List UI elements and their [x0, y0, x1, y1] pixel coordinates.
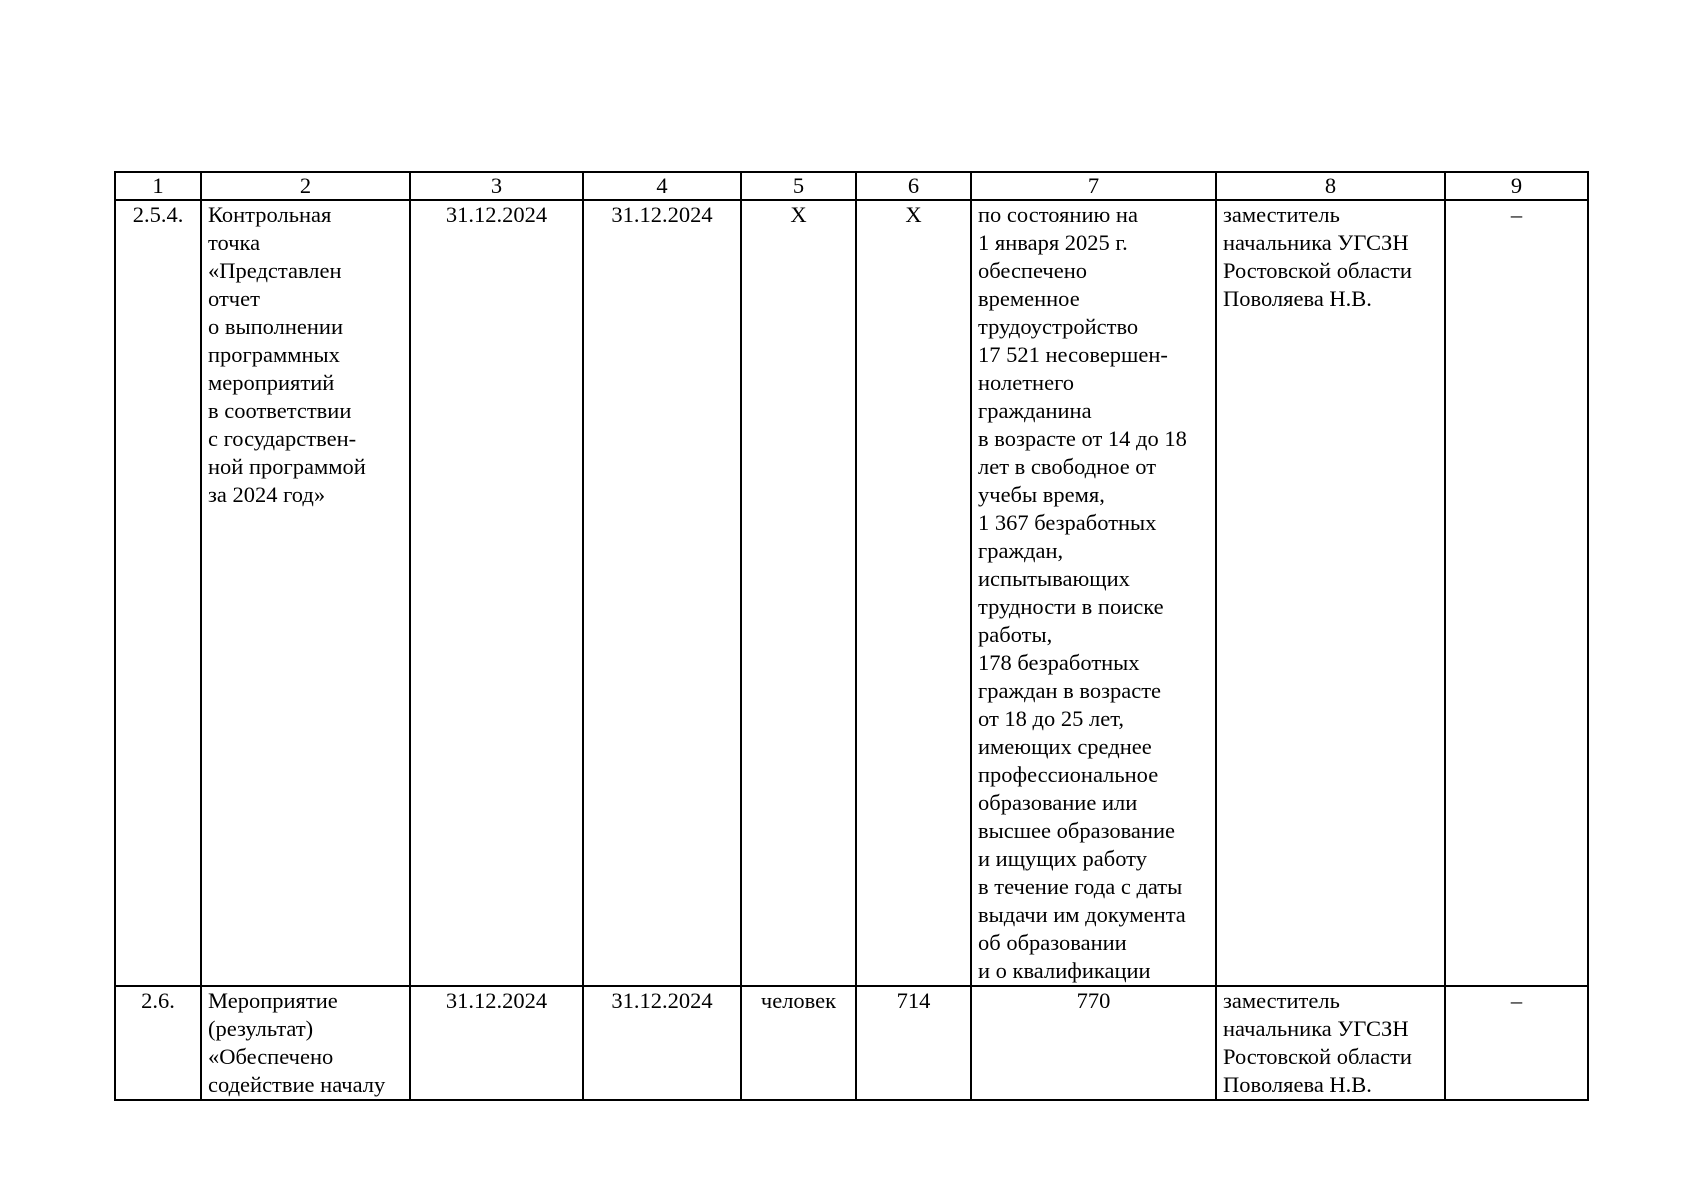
- row-number: 2.6.: [115, 986, 201, 1100]
- column-header: 7: [971, 172, 1216, 200]
- row-unit: человек: [741, 986, 856, 1100]
- row-name: Мероприятие (результат) «Обеспечено содействие началу: [201, 986, 410, 1100]
- row-base-value: 714: [856, 986, 971, 1100]
- column-header: 4: [583, 172, 741, 200]
- row-result: 770: [971, 986, 1216, 1100]
- column-header: 9: [1445, 172, 1588, 200]
- row-note: –: [1445, 200, 1588, 986]
- column-header: 2: [201, 172, 410, 200]
- row-unit: X: [741, 200, 856, 986]
- row-responsible: заместитель начальника УГСЗН Ростовской области Поволяева Н.В.: [1216, 200, 1445, 986]
- row-number: 2.5.4.: [115, 200, 201, 986]
- row-start-date: 31.12.2024: [410, 200, 583, 986]
- table-row: [115, 986, 1588, 1100]
- row-base-value: X: [856, 200, 971, 986]
- row-end-date: 31.12.2024: [583, 200, 741, 986]
- column-header: 5: [741, 172, 856, 200]
- column-header: 6: [856, 172, 971, 200]
- column-header: 1: [115, 172, 201, 200]
- row-responsible: заместитель начальника УГСЗН Ростовской области Поволяева Н.В.: [1216, 986, 1445, 1100]
- document-table: [114, 171, 1589, 1101]
- column-header: 8: [1216, 172, 1445, 200]
- row-note: –: [1445, 986, 1588, 1100]
- table-row: [115, 200, 1588, 986]
- column-number-row: [115, 172, 1588, 200]
- row-result: по состоянию на 1 января 2025 г. обеспечено временное трудоустройство 17 521 несовершен- нолетнего гражданина в возрасте от 14 до 18 лет в свободное от учебы время, 1 367 безработных граждан, испытывающих трудности в поиске работы, 178 безработных граждан в возрасте от 18 до 25 лет, имеющих среднее профессиональное образование или высшее образование и ищущих работу в течение года с даты выдачи им документа об образовании и о квалификации: [971, 200, 1216, 986]
- row-start-date: 31.12.2024: [410, 986, 583, 1100]
- row-end-date: 31.12.2024: [583, 986, 741, 1100]
- column-header: 3: [410, 172, 583, 200]
- row-name: Контрольная точка «Представлен отчет о выполнении программных мероприятий в соответствии с государствен- ной программой за 2024 год»: [201, 200, 410, 986]
